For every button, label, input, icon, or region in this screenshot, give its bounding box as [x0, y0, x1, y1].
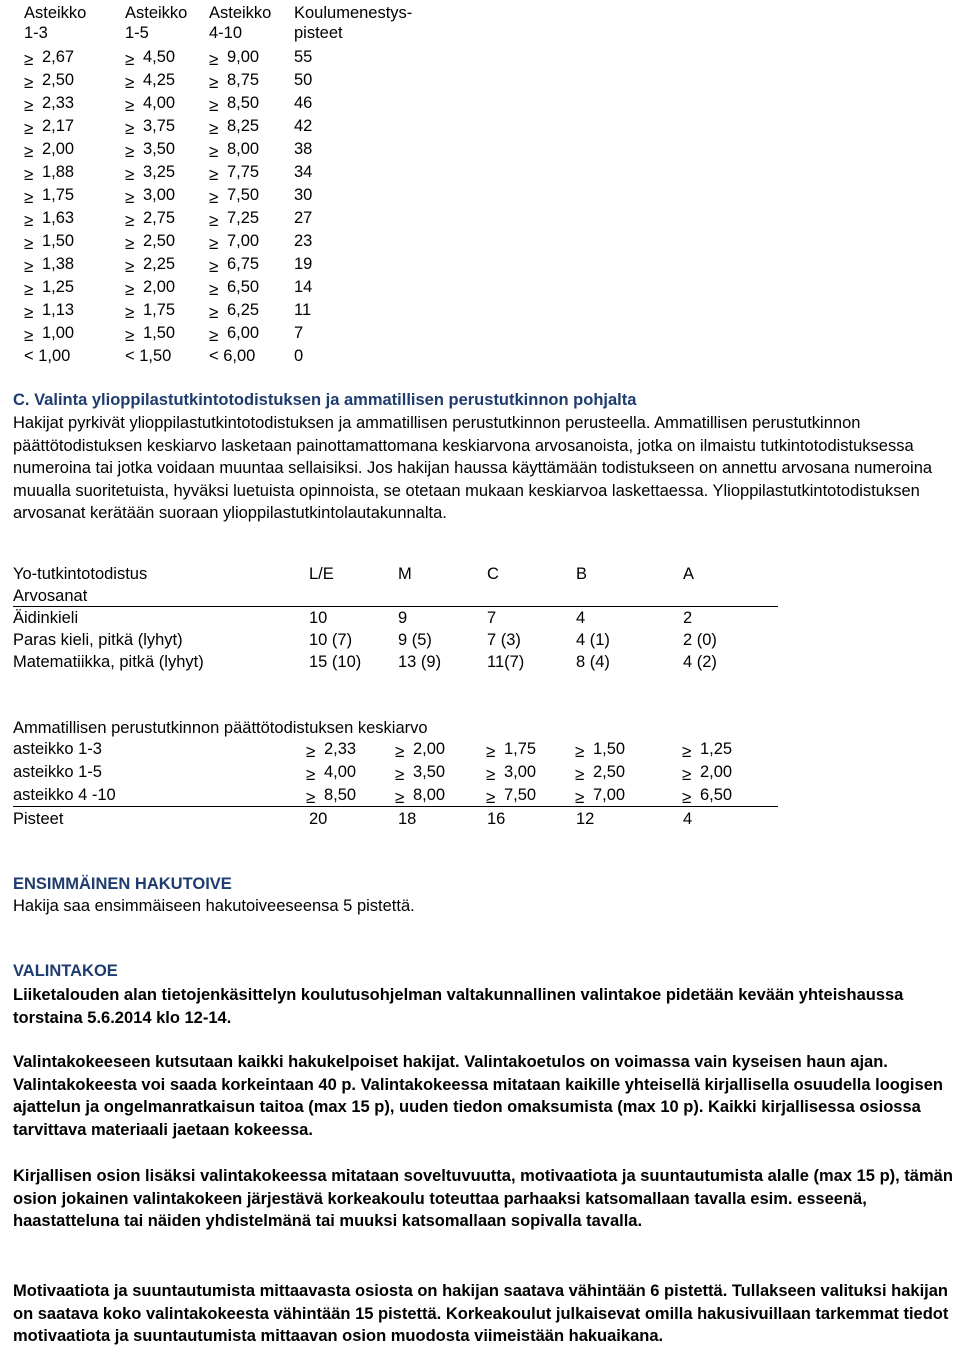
amm-cell: 1,75 — [504, 740, 537, 758]
header-asteikko-1-5: Asteikko 1-5 — [125, 4, 188, 42]
scale-cell: 3,00 — [143, 186, 176, 204]
amm-cell: 7,00 — [593, 786, 626, 804]
amm-cell: 3,50 — [413, 763, 446, 781]
yo-cell: 2 (0) — [683, 631, 717, 649]
scale-points: 55 — [294, 48, 313, 66]
scale-last-cell: < 1,00 — [24, 347, 71, 365]
amm-cell: 3,00 — [504, 763, 537, 781]
scale-cell: 8,25 — [227, 117, 260, 135]
first-choice-heading: ENSIMMÄINEN HAKUTOIVE — [13, 875, 232, 893]
scale-cell: 9,00 — [227, 48, 260, 66]
yo-sub-label: Arvosanat — [13, 587, 88, 605]
yo-cell: 10 — [309, 609, 328, 627]
amm-cell: 1,25 — [700, 740, 733, 758]
amm-cell: 2,00 — [413, 740, 446, 758]
scale-points: 27 — [294, 209, 313, 227]
yo-cell: 4 (2) — [683, 653, 717, 671]
points-cell: 16 — [487, 810, 506, 828]
scale-points: 34 — [294, 163, 313, 181]
yo-cell: 4 (1) — [576, 631, 610, 649]
yo-cell: 4 — [576, 609, 586, 627]
yo-cell: 11(7) — [487, 653, 525, 671]
scale-points: 23 — [294, 232, 313, 250]
amm-title: Ammatillisen perustutkinnon päättötodistuksen keskiarvo — [13, 719, 428, 737]
amm-cell: 6,50 — [700, 786, 733, 804]
entrance-exam-p4: Motivaatiota ja suuntautumista mittaavasta osiosta on hakijan saatava vähintään 6 pistettä. Tullakseen valituksi hakijan on saatava koko valintakokeesta vähintään 15 pistettä. Korkeakoulut julkaisevat omilla hakusivuillaan tarkemmat tiedot motivaatiota ja suuntautumista mittaavan osion muodosta viimeistään hakuaikana. — [13, 1282, 949, 1345]
header-koulumenestyspisteet: Koulumenestys- pisteet — [294, 4, 413, 42]
points-cell: 12 — [576, 810, 595, 828]
scale-cell: 8,00 — [227, 140, 260, 158]
scale-cell: 7,75 — [227, 163, 260, 181]
scale-cell: 1,50 — [143, 324, 176, 342]
amm-row-label: asteikko 4 -10 — [13, 786, 116, 804]
scale-cell: 2,67 — [42, 48, 75, 66]
scale-cell: 1,75 — [42, 186, 75, 204]
scale-last-cell: 0 — [294, 347, 304, 365]
scale-cell: 6,75 — [227, 255, 260, 273]
yo-cell: 10 (7) — [309, 631, 353, 649]
amm-divider — [13, 806, 778, 807]
scale-cell: 6,50 — [227, 278, 260, 296]
scale-cell: 3,50 — [143, 140, 176, 158]
scale-cell: 3,75 — [143, 117, 176, 135]
entrance-exam-p1: Liiketalouden alan tietojenkäsittelyn koulutusohjelman valtakunnallinen valintakoe pidetään kevään yhteishaussa torstaina 5.6.2014 klo 12-14. — [13, 986, 904, 1027]
scale-last-cell: < 6,00 — [209, 347, 256, 365]
scale-cell: 4,25 — [143, 71, 176, 89]
scale-cell: 2,33 — [42, 94, 75, 112]
entrance-exam-heading: VALINTAKOE — [13, 962, 118, 980]
yo-cell: 9 (5) — [398, 631, 432, 649]
scale-points: 7 — [294, 324, 304, 342]
grade-a: A — [683, 565, 695, 583]
scale-cell: 2,50 — [143, 232, 176, 250]
amm-cell: 4,00 — [324, 763, 357, 781]
header-asteikko-1-3: Asteikko 1-3 — [24, 4, 87, 42]
scale-cell: 1,75 — [143, 301, 176, 319]
scale-cell: 2,75 — [143, 209, 176, 227]
scale-cell: 1,25 — [42, 278, 75, 296]
grade-le: L/E — [309, 565, 334, 583]
scale-cell: 1,38 — [42, 255, 75, 273]
scale-points: 46 — [294, 94, 313, 112]
points-cell: 20 — [309, 810, 328, 828]
yo-cell: 8 (4) — [576, 653, 610, 671]
section-c-heading: C. Valinta ylioppilastutkintotodistuksen ja ammatillisen perustutkinnon pohjalta — [13, 391, 637, 409]
amm-cell: 1,50 — [593, 740, 626, 758]
scale-cell: 2,00 — [42, 140, 75, 158]
yo-row-label: Matematiikka, pitkä (lyhyt) — [13, 653, 204, 671]
scale-cell: 1,00 — [42, 324, 75, 342]
yo-divider — [13, 606, 778, 607]
amm-row-label: asteikko 1-3 — [13, 740, 102, 758]
scale-cell: 2,50 — [42, 71, 75, 89]
yo-row-label: Paras kieli, pitkä (lyhyt) — [13, 631, 183, 649]
scale-cell: 1,13 — [42, 301, 75, 319]
yo-cell: 13 (9) — [398, 653, 442, 671]
amm-row-label: asteikko 1-5 — [13, 763, 102, 781]
scale-points: 14 — [294, 278, 313, 296]
grade-b: B — [576, 565, 588, 583]
scale-points: 19 — [294, 255, 313, 273]
yo-cell: 2 — [683, 609, 693, 627]
yo-cell: 9 — [398, 609, 408, 627]
points-label: Pisteet — [13, 810, 64, 828]
grade-m: M — [398, 565, 412, 583]
yo-row-label: Äidinkieli — [13, 609, 79, 627]
amm-cell: 7,50 — [504, 786, 537, 804]
scale-cell: 7,25 — [227, 209, 260, 227]
scale-cell: 2,00 — [143, 278, 176, 296]
scale-cell: 7,50 — [227, 186, 260, 204]
section-c-paragraph: Hakijat pyrkivät ylioppilastutkintotodistuksen ja ammatillisen perustutkinnon perusteella. Ammatillisen perustutkinnon päättötodistuksen keskiarvo lasketaan painottamattomana keskiarvona arvosanoista, jotka on ilmaistu tutkintotodistuksessa numeroina tai jotka voidaan muuntaa sellaisiksi. Jos hakijan haussa käyttämään todistukseen on annettu arvosana numeroina muualla suoritetuista, hyväksi luetuista opinnoista, se otetaan mukaan keskiarvoa laskettaessa. Ylioppilastutkintotodistuksen arvosanat kerätään suoraan ylioppilastutkintolautakunnalta. — [13, 414, 933, 522]
scale-cell: 4,00 — [143, 94, 176, 112]
amm-cell: 8,00 — [413, 786, 446, 804]
scale-cell: 8,50 — [227, 94, 260, 112]
scale-cell: 6,00 — [227, 324, 260, 342]
points-cell: 4 — [683, 810, 693, 828]
yo-header-label: Yo-tutkintotodistus — [13, 565, 148, 583]
scale-points: 11 — [294, 301, 312, 319]
scale-cell: 7,00 — [227, 232, 260, 250]
scale-cell: 4,50 — [143, 48, 176, 66]
scale-points: 30 — [294, 186, 313, 204]
header-asteikko-4-10: Asteikko 4-10 — [209, 4, 272, 42]
yo-cell: 7 (3) — [487, 631, 521, 649]
scale-cell: 3,25 — [143, 163, 176, 181]
entrance-exam-p3: Kirjallisen osion lisäksi valintakokeessa mitataan soveltuvuutta, motivaatiota ja suuntautumista alalle (max 15 p), tämän osion jokainen valintakokeen järjestävä korkeakoulu toteuttaa parhaaksi katsomallaan tavalla esim. esseenä, haastatteluna tai näiden yhdistelmänä tai muuksi katsomallaan sopivalla tavalla. — [13, 1167, 953, 1230]
scale-points: 38 — [294, 140, 313, 158]
scale-cell: 1,50 — [42, 232, 75, 250]
scale-last-cell: < 1,50 — [125, 347, 172, 365]
scale-cell: 2,17 — [42, 117, 75, 135]
amm-cell: 2,00 — [700, 763, 733, 781]
grade-c: C — [487, 565, 499, 583]
amm-cell: 8,50 — [324, 786, 357, 804]
yo-cell: 7 — [487, 609, 497, 627]
scale-points: 50 — [294, 71, 313, 89]
scale-cell: 8,75 — [227, 71, 260, 89]
scale-points: 42 — [294, 117, 313, 135]
points-cell: 18 — [398, 810, 417, 828]
entrance-exam-p2: Valintakokeeseen kutsutaan kaikki hakukelpoiset hakijat. Valintakoetulos on voimassa vain kyseisen haun ajan. Valintakokeesta voi saada korkeintaan 40 p. Valintakokeessa mitataan kaikille yhteisellä kirjallisella osuudella loogisen ajattelun ja ongelmanratkaisun taitoa (max 15 p), uuden tiedon omaksumista (max 10 p). Kaikki kirjallisessa osiossa tarvittava materiaali jaetaan kokeessa. — [13, 1053, 943, 1139]
scale-cell: 1,88 — [42, 163, 75, 181]
scale-cell: 2,25 — [143, 255, 176, 273]
scale-cell: 6,25 — [227, 301, 260, 319]
first-choice-text: Hakija saa ensimmäiseen hakutoiveeseensa 5 pistettä. — [13, 897, 415, 915]
scale-cell: 1,63 — [42, 209, 75, 227]
amm-cell: 2,33 — [324, 740, 357, 758]
yo-cell: 15 (10) — [309, 653, 362, 671]
amm-cell: 2,50 — [593, 763, 626, 781]
